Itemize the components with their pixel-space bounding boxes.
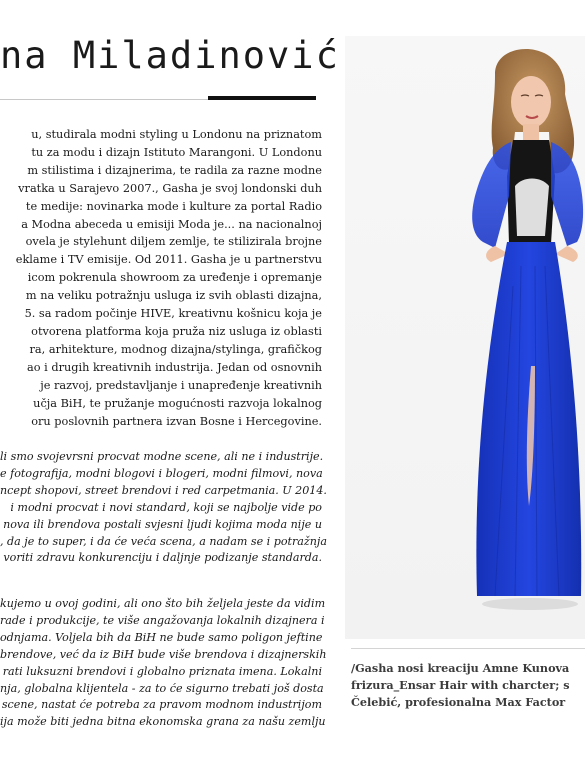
body-line: vratka u Sarajevo 2007., Gasha je svoj londonski duh: [18, 181, 322, 195]
fashion-photo: [345, 36, 585, 639]
caption-line: /Gasha nosi kreaciju Amne Kunova: [351, 661, 570, 675]
heading-rule-thin: [0, 99, 208, 100]
photo-caption: [351, 660, 585, 711]
body-line: učja BiH, te pružanje mogućnosti razvoja lokalnog: [33, 396, 322, 410]
quote-line: voriti zdravu konkurenciju i daljnje podizanje standarda.: [3, 551, 322, 565]
quote-line: nova ili brendova postali svjesni ljudi kojima moda nije u: [3, 517, 322, 531]
body-line: ovela je stylehunt diljem zemlje, te stilizirala brojne: [25, 235, 322, 249]
body-line: tu za modu i dizajn Istituto Marangoni. U Londonu: [31, 145, 322, 159]
body-line: oru poslovnih partnera izvan Bosne i Hercegovine.: [31, 414, 322, 428]
quote-line: ija može biti jedna bitna ekonomska grana za našu zemlju: [0, 715, 326, 729]
floor-shadow: [482, 598, 578, 610]
body-line: otvorena platforma koja pruža niz usluga iz oblasti: [31, 324, 322, 338]
quote-line: brendove, već da iz BiH bude više brendova i dizajnerskih: [0, 647, 327, 661]
caption-line: Čelebić, profesionalna Max Factor: [351, 695, 566, 709]
body-line: te medije: novinarka mode i kulture za portal Radio: [25, 199, 322, 213]
quote-line: e fotografija, modni blogovi i blogeri, modni filmovi, nova: [0, 466, 323, 480]
quote-line: , da je to super, i da će veća scena, a nadam se i potražnja: [0, 534, 327, 548]
body-line: a Modna abeceda u emisiji Moda je... na nacionalnoj: [21, 217, 322, 231]
face-shape: [511, 76, 551, 128]
caption-line: frizura_Ensar Hair with charcter; s: [351, 678, 570, 692]
body-line: eklame i TV emisije. Od 2011. Gasha je u partnerstvu: [15, 253, 322, 267]
quote-line: kujemo u ovoj godini, ali ono što bih željela jeste da vidim: [0, 597, 326, 610]
cape-left: [472, 142, 511, 248]
quote-line: i modni procvat i novi standard, koji se najbolje vide po: [10, 500, 322, 514]
article-body: [0, 126, 322, 430]
body-line: m stilistima i dizajnerima, te radila za razne modne: [27, 163, 322, 177]
interview-answer-1: [0, 449, 327, 567]
body-line: m na veliku potražnju usluga iz svih oblasti dizajna,: [25, 289, 322, 303]
body-line: je razvoj, predstavljanje i unapređenje kreativnih: [40, 378, 322, 392]
quote-line: rade i produkcije, te više angažovanja lokalnih dizajnera i: [0, 613, 325, 627]
cape-right: [551, 142, 583, 246]
body-line: 5. sa radom počinje HIVE, kreativnu košnicu koja je: [24, 307, 322, 321]
body-line: ao i drugih kreativnih industrija. Jedan od osnovnih: [27, 360, 322, 374]
body-line: u, studirala modni styling u Londonu na priznatom: [31, 128, 322, 141]
quote-line: nja, globalna klijentela - za to će sigurno trebati još dosta: [0, 681, 324, 695]
article-heading: na Miladinović: [0, 34, 340, 77]
interview-answer-2: [0, 596, 327, 731]
model-illustration: [345, 36, 585, 639]
caption-divider: [351, 648, 585, 649]
quote-line: odnjama. Voljela bih da BiH ne bude samo poligon jeftine: [0, 630, 323, 644]
body-line: icom pokrenula showroom za uređenje i opremanje: [27, 271, 322, 285]
quote-line: rati luksuzni brendovi i globalno priznata imena. Lokalni: [2, 664, 322, 678]
body-line: ra, arhitekture, modnog dizajna/stylinga, grafičkog: [29, 342, 322, 356]
quote-line: li smo svojevrsni procvat modne scene, ali ne i industrije.: [0, 450, 324, 463]
quote-line: scene, nastat će potreba za pravom modnom industrijom: [1, 698, 322, 712]
heading-rule-thick: [208, 96, 316, 100]
quote-line: ncept shopovi, street brendovi i red carpetmania. U 2014.: [0, 483, 327, 497]
